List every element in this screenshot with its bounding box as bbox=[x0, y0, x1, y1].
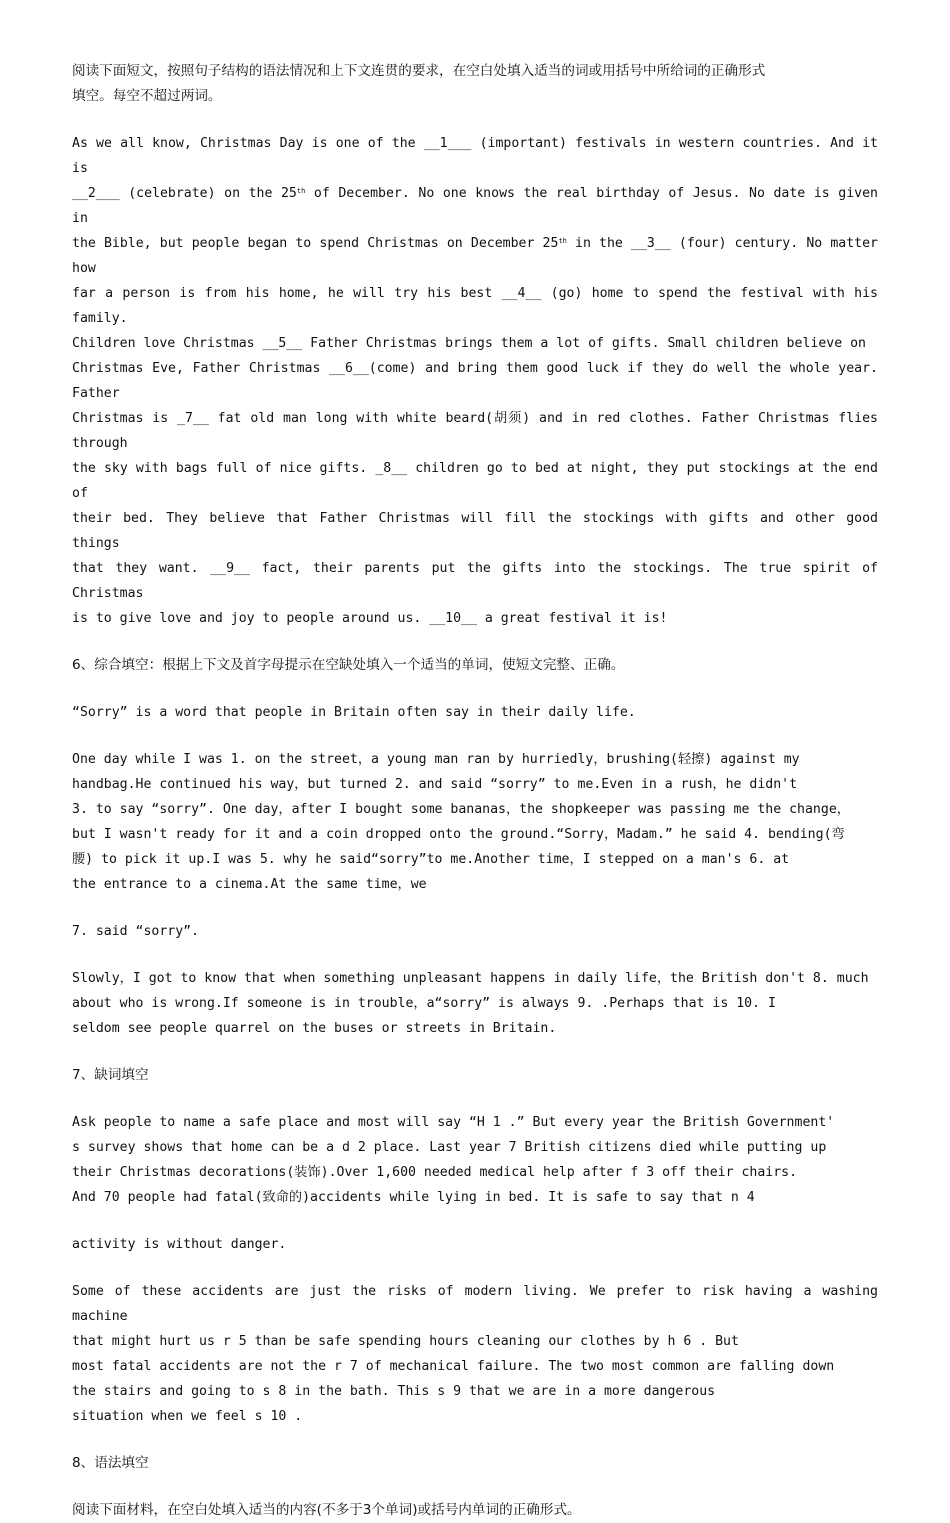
passage-line: the sky with bags full of nice gifts. _8__ children go to bed at night, they put stockings at the end of bbox=[72, 461, 878, 501]
paragraph-line: Slowly，I got to know that when something unpleasant happens in daily life，the British don't 8. much bbox=[72, 971, 869, 986]
passage-line: far a person is from his home, he will try his best __4__ (go) home to spend the festival with his family. bbox=[72, 286, 878, 326]
paragraph-line: the entrance to a cinema.At the same time，we bbox=[72, 877, 427, 892]
intro-line-1: 阅读下面短文，按照句子结构的语法情况和上下文连贯的要求，在空白处填入适当的词或用括号中所给词的正确形式 bbox=[72, 63, 766, 79]
section-6-heading: 6、综合填空：根据上下文及首字母提示在空缺处填入一个适当的单词，使短文完整、正确。 bbox=[72, 657, 625, 673]
section-8-instruction: 阅读下面材料，在空白处填入适当的内容(不多于3个单词)或括号内单词的正确形式。 bbox=[72, 1502, 581, 1518]
section-6-paragraph-2 bbox=[72, 966, 878, 1041]
paragraph-line: One day while I was 1. on the street，a young man ran by hurriedly，brushing(轻擦) against my bbox=[72, 752, 800, 767]
passage-line: is to give love and joy to people around us. __10__ a great festival it is! bbox=[72, 611, 668, 626]
passage-line: __2___ (celebrate) on the 25th of December. No one knows the real birthday of Jesus. No date is given in bbox=[72, 186, 878, 226]
paragraph-line: situation when we feel s 10 . bbox=[72, 1409, 303, 1424]
section-7-heading: 7、缺词填空 bbox=[72, 1067, 149, 1083]
passage-line: Children love Christmas __5__ Father Christmas brings them a lot of gifts. Small children believe on bbox=[72, 336, 866, 351]
section-7-line-after: activity is without danger. bbox=[72, 1237, 287, 1252]
section-6-paragraph bbox=[72, 747, 878, 897]
paragraph-line: the stairs and going to s 8 in the bath. This s 9 that we are in a more dangerous bbox=[72, 1384, 716, 1399]
paragraph-line: s survey shows that home can be a d 2 place. Last year 7 British citizens died while putting up bbox=[72, 1140, 827, 1155]
section-7-paragraph bbox=[72, 1110, 878, 1210]
paragraph-line: seldom see people quarrel on the buses or streets in Britain. bbox=[72, 1021, 557, 1036]
intro-instruction bbox=[72, 59, 878, 109]
paragraph-line: but I wasn't ready for it and a coin dropped onto the ground.“Sorry，Madam.” he said 4. bending(弯 bbox=[72, 827, 845, 842]
section-8-heading: 8、语法填空 bbox=[72, 1455, 149, 1471]
intro-line-2: 填空。每空不超过两词。 bbox=[72, 88, 222, 104]
section-6-first-line: “Sorry” is a word that people in Britain often say in their daily life. bbox=[72, 705, 636, 720]
section-6-line-7: 7. said “sorry”. bbox=[72, 924, 200, 939]
paragraph-line: 3. to say “sorry”. One day，after I bought some bananas，the shopkeeper was passing me the change， bbox=[72, 802, 850, 817]
passage-line: their bed. They believe that Father Christmas will fill the stockings with gifts and other good things bbox=[72, 511, 878, 551]
paragraph-line: Some of these accidents are just the risks of modern living. We prefer to risk having a washing machine bbox=[72, 1284, 878, 1324]
document-page bbox=[72, 59, 878, 1523]
passage-line: As we all know, Christmas Day is one of the __1___ (important) festivals in western countries. And it is bbox=[72, 136, 878, 176]
passage-line: that they want. __9__ fact, their parents put the gifts into the stockings. The true spirit of Christmas bbox=[72, 561, 878, 601]
paragraph-line: about who is wrong.If someone is in trouble，a“sorry” is always 9. .Perhaps that is 10. I bbox=[72, 996, 776, 1011]
paragraph-line: most fatal accidents are not the r 7 of mechanical failure. The two most common are falling down bbox=[72, 1359, 835, 1374]
passage-line: Christmas is _7__ fat old man long with white beard(胡须) and in red clothes. Father Christmas flies through bbox=[72, 411, 878, 451]
passage-line: the Bible, but people began to spend Christmas on December 25th in the __3__ (four) century. No matter how bbox=[72, 236, 878, 276]
passage-line: Christmas Eve, Father Christmas __6__(come) and bring them good luck if they do well the whole year. Father bbox=[72, 361, 878, 401]
paragraph-line: that might hurt us r 5 than be safe spending hours cleaning our clothes by h 6 . But bbox=[72, 1334, 739, 1349]
paragraph-line: their Christmas decorations(装饰).Over 1,600 needed medical help after f 3 off their chairs. bbox=[72, 1165, 798, 1180]
section-7-paragraph-2 bbox=[72, 1279, 878, 1429]
christmas-passage bbox=[72, 131, 878, 631]
paragraph-line: 腰) to pick it up.I was 5. why he said“sorry”to me.Another time，I stepped on a man's 6. at bbox=[72, 852, 790, 867]
paragraph-line: handbag.He continued his way，but turned 2. and said “sorry” to me.Even in a rush，he didn't bbox=[72, 777, 798, 792]
paragraph-line: Ask people to name a safe place and most will say “H 1 .” But every year the British Government' bbox=[72, 1115, 835, 1130]
paragraph-line: And 70 people had fatal(致命的)accidents while lying in bed. It is safe to say that n 4 bbox=[72, 1190, 755, 1205]
